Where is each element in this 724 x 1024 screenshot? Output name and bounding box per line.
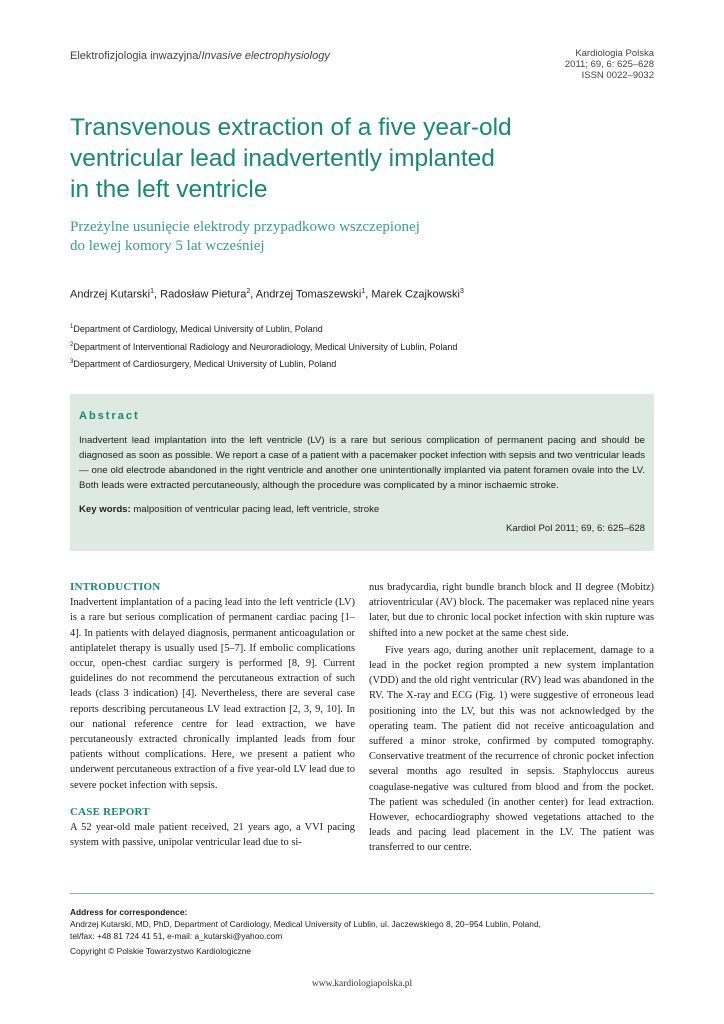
author-affiliation-mark: 1 bbox=[361, 288, 366, 295]
section-header-pl: Elektrofizjologia inwazyjna/ bbox=[70, 50, 202, 62]
author-name: Radosław Pietura bbox=[160, 288, 247, 301]
abstract-heading: Abstract bbox=[79, 410, 140, 422]
correspondence-address: Andrzej Kutarski, MD, PhD, Department of Cardiology, Medical University of Lublin, ul. Jaczewskiego 8, 20–954 Lublin, Poland, bbox=[70, 919, 541, 929]
case-report-paragraph: nus bradycardia, right bundle branch block and II degree (Mobitz) atrioventricular (AV) block. The pacemaker was replaced nine years later, but due to chronic local pocket infection with skin rupture was shifted into a new pocket at the same chest side. bbox=[369, 582, 654, 639]
subtitle-line: Przeżylne usunięcie elektrody przypadkowo wszczepionej bbox=[70, 219, 420, 235]
affiliation-item bbox=[70, 355, 457, 373]
title-line: in the left ventricle bbox=[70, 176, 268, 203]
affiliation-text: Department of Cardiology, Medical University of Lublin, Poland bbox=[73, 324, 323, 334]
article-subtitle-polish bbox=[70, 218, 630, 256]
introduction-text: Inadvertent implantation of a pacing lead into the left ventricle (LV) is a rare but serious complication of permanent cardiac pacing [1–4]. In patients with delayed diagnosis, permanent anticoagulation or antiplatelet therapy is usually used [5–7]. If embolic complications occur, open-chest cardiac surgery is performed [8, 9]. Current guidelines do not recommend the percutaneous extraction of such leads (class 3 indication) [4]. Nevertheless, there are several case reports describing percutaneous LV lead extraction [2, 3, 9, 10]. In our national reference centre for lead extraction, we have percutaneously extracted chronically implanted leads from four patients without complications. Here, we present a patient who underwent percutaneous extraction of a five year-old LV lead due to severe pocket infection with sepsis. bbox=[70, 597, 355, 791]
subtitle-line: do lewej komory 5 lat wcześniej bbox=[70, 238, 265, 254]
journal-volume: 2011; 69, 6: 625–628 bbox=[564, 59, 654, 70]
title-line: ventricular lead inadvertently implanted bbox=[70, 145, 495, 172]
keywords-label: Key words: bbox=[79, 504, 131, 515]
correspondence bbox=[70, 906, 654, 942]
section-header-en: Invasive electrophysiology bbox=[201, 50, 330, 62]
correspondence-label: Address for correspondence: bbox=[70, 907, 188, 917]
section-header bbox=[70, 50, 330, 62]
case-report-heading: CASE REPORT bbox=[70, 805, 150, 818]
affiliation-text: Department of Cardiosurgery, Medical University of Lublin, Poland bbox=[73, 359, 337, 369]
correspondence-contact: tel/fax: +48 81 724 41 51, e-mail: a_kutarski@yahoo.com bbox=[70, 931, 283, 941]
introduction-heading: INTRODUCTION bbox=[70, 581, 161, 593]
author-name: Andrzej Tomaszewski bbox=[255, 288, 362, 301]
affiliation-item bbox=[70, 320, 457, 338]
affiliation-mark: 2 bbox=[70, 341, 74, 348]
journal-info bbox=[565, 48, 654, 81]
author-affiliation-mark: 2 bbox=[246, 288, 251, 295]
affiliation-mark: 3 bbox=[70, 359, 74, 365]
citation: Kardiol Pol 2011; 69, 6: 625–628 bbox=[505, 523, 645, 534]
keywords bbox=[79, 504, 645, 515]
journal-name: Kardiologia Polska bbox=[575, 48, 654, 59]
footer-divider bbox=[70, 893, 654, 894]
author-name: Andrzej Kutarski bbox=[70, 288, 151, 301]
case-report-text: A 52 year-old male patient received, 21 years ago, a VVI pacing system with passive, unipolar ventricular lead due to si- bbox=[70, 822, 355, 849]
article-title bbox=[70, 112, 630, 205]
website-link[interactable]: www.kardiologiapolska.pl bbox=[311, 979, 413, 989]
column-right bbox=[369, 580, 654, 856]
title-line: Transvenous extraction of a five year-old bbox=[70, 114, 512, 141]
journal-issn: ISSN 0022–9032 bbox=[581, 70, 654, 81]
case-report-paragraph: Five years ago, during another unit replacement, damage to a lead in the pocket region prompted a new system implantation (VDD) and the old right ventricular (RV) lead was abandoned in the RV. The X-ray and ECG (Fig. 1) were suggestive of erroneous lead positioning into the LV, but this was not acknowledged by the operating team. The patient did not receive anticoagulation and suffered a minor stroke, confirmed by computed tomography. Conservative treatment of the recurrence of chronic pocket infection several months ago resulted in sepsis. Staphyloccus aureus coagulase-negative was cultured from blood and from the pocket. The patient was scheduled (in another center) for lead extraction. However, echocardiography showed vegetations attached to the leads and pacing lead placement in the LV. The patient was transferred to our centre. bbox=[369, 644, 654, 854]
affiliation-mark: 1 bbox=[70, 324, 74, 330]
keywords-text: malposition of ventricular pacing lead, left ventricle, stroke bbox=[130, 504, 380, 515]
abstract-text: Inadvertent lead implantation into the left ventricle (LV) is a rare but serious complication of permanent pacing and should be diagnosed as soon as possible. We report a case of a patient with a pacemaker pocket infection with sepsis and two ventricular leads — one old electrode abandoned in the right ventricle and another one unintentionally implanted via patent foramen ovale into the LV. Both leads were extracted percutaneously, although the procedure was complicated by a minor ischaemic stroke. bbox=[79, 435, 645, 491]
affiliation-item bbox=[70, 338, 457, 356]
affiliation-text: Department of Interventional Radiology and Neuroradiology, Medical University of Lublin, Poland bbox=[73, 341, 458, 352]
affiliation-list bbox=[70, 320, 457, 373]
author-name: Marek Czajkowski bbox=[371, 288, 460, 301]
copyright: Copyright © Polskie Towarzystwo Kardiologiczne bbox=[70, 946, 252, 956]
author-affiliation-mark: 1 bbox=[150, 288, 154, 295]
author-list: Andrzej Kutarski$^1$, Radosław Pietura$^2$, Andrzej Tomaszewski$^1$, Marek Czajkowski$^3$ bbox=[70, 288, 464, 301]
column-left bbox=[70, 580, 355, 850]
abstract-box bbox=[70, 394, 654, 551]
author-affiliation-mark: 3 bbox=[460, 288, 464, 295]
